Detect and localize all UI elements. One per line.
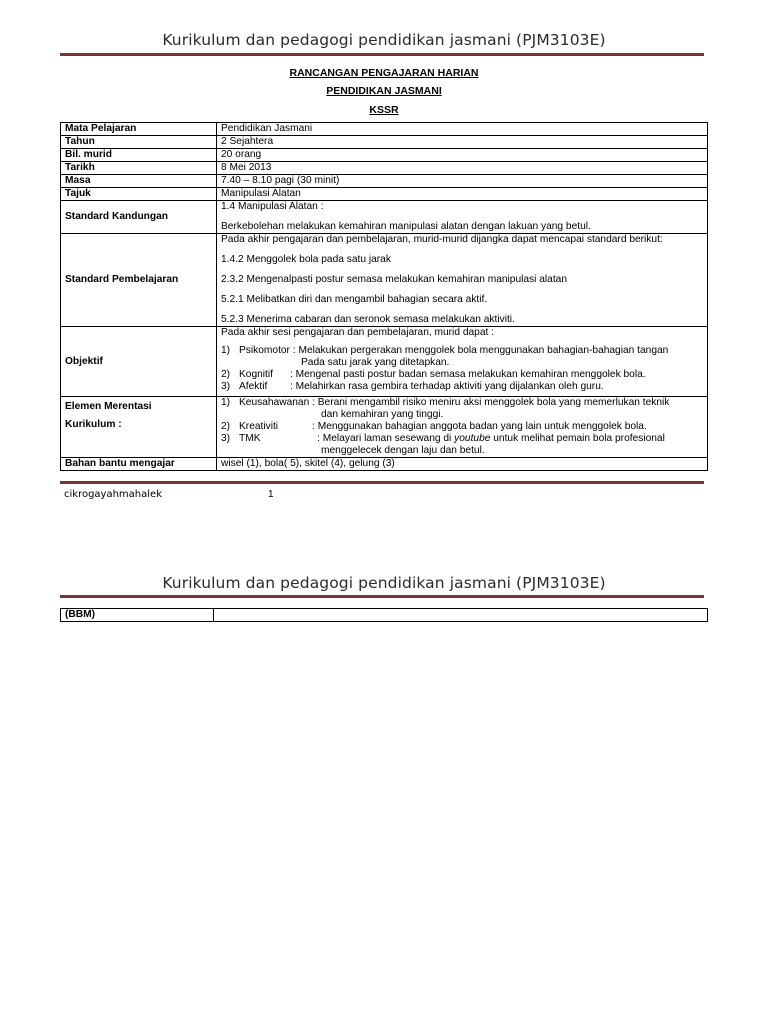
label-objektif: Objektif [61,327,217,397]
elemen-label-line: Kurikulum : [65,419,122,430]
page2-header-title: Kurikulum dan pedagogi pendidikan jasmani (PJM3103E) [162,574,606,592]
header-rule [60,53,704,56]
item-text: Menggunakan bahagian anggota badan yang lain untuk menggolek bola. [317,421,647,432]
footer-page-number: 1 [268,489,274,500]
value-tahun: 2 Sejahtera [217,136,708,149]
item-continuation: menggelecek dengan laju dan betul. [321,445,485,456]
item-text-part: untuk melihat pemain bola profesional [490,433,665,444]
value-mata-pelajaran: Pendidikan Jasmani [217,123,708,136]
footer-author: cikrogayahmahalek [64,489,162,500]
objektif-item [221,345,703,357]
sp-line: 5.2.3 Menerima cabaran dan seronok semasa melakukan aktiviti. [221,314,515,325]
item-term: Keusahawanan : [239,397,318,408]
label-bbm: (BBM) [61,609,214,622]
objektif-item [221,369,703,381]
item-term: Psikomotor : [239,345,299,356]
sp-line: 1.4.2 Menggolek bola pada satu jarak [221,254,391,265]
label-tahun: Tahun [61,136,217,149]
page2-header-rule [60,595,704,598]
sk-line: Berkebolehan melakukan kemahiran manipulasi alatan dengan lakuan yang betul. [221,221,591,232]
item-text: Melahirkan rasa gembira terhadap aktiviti yang dijalankan oleh guru. [295,381,604,392]
item-number: 2) [221,369,231,380]
sp-line: Pada akhir pengajaran dan pembelajaran, murid-murid dijangka dapat mencapai standard berikut: [221,234,663,245]
elemen-item [221,421,703,433]
item-term: Kreativiti : [239,421,318,432]
bbm-table [60,608,708,622]
table-row [61,188,708,201]
item-text: Mengenal pasti postur badan semasa melakukan kemahiran menggolek bola. [295,369,646,380]
value-tarikh: 8 Mei 2013 [217,162,708,175]
item-term: Kognitif : [239,369,296,380]
label-standard-pembelajaran: Standard Pembelajaran [61,234,217,327]
value-bahan-bantu: wisel (1), bola( 5), skitel (4), gelung (3) [217,458,708,471]
item-number: 3) [221,381,231,392]
doc-heading-rph: RANCANGAN PENGAJARAN HARIAN [289,67,479,79]
value-elemen-merentasi [217,397,708,458]
item-term: TMK : [239,433,323,444]
table-row [61,136,708,149]
table-row [61,458,708,471]
item-term: Afektif : [239,381,296,392]
label-tajuk: Tajuk [61,188,217,201]
doc-heading-subject: PENDIDIKAN JASMANI [326,85,442,97]
item-number: 3) [221,433,231,444]
item-number: 1) [221,397,231,408]
objektif-intro: Pada akhir sesi pengajaran dan pembelajaran, murid dapat : [221,327,494,338]
table-row [61,327,708,397]
label-masa: Masa [61,175,217,188]
doc-heading-kssr: KSSR [369,104,399,116]
item-text: Berani mengambil risiko meniru aksi menggolek bola yang memerlukan teknik [317,397,670,408]
table-row [61,175,708,188]
table-row [61,149,708,162]
sk-line: 1.4 Manipulasi Alatan : [221,201,324,212]
label-standard-kandungan: Standard Kandungan [61,201,217,234]
label-tarikh: Tarikh [61,162,217,175]
sp-line: 5.2.1 Melibatkan diri dan mengambil bahagian secara aktif. [221,294,488,305]
table-row [61,162,708,175]
value-bil-murid: 20 orang [217,149,708,162]
sp-line: 2.3.2 Mengenalpasti postur semasa melakukan kemahiran manipulasi alatan [221,274,568,285]
table-row [61,234,708,327]
item-text: Melakukan pergerakan menggolek bola menggunakan bahagian-bahagian tangan [298,345,669,356]
elemen-item [221,433,703,445]
label-bil-murid: Bil. murid [61,149,217,162]
lesson-plan-table [60,122,708,471]
item-continuation: dan kemahiran yang tinggi. [321,409,444,420]
item-number: 2) [221,421,231,432]
item-continuation: Pada satu jarak yang ditetapkan. [301,357,450,368]
objektif-item [221,381,703,393]
table-row [61,123,708,136]
item-text [323,433,665,445]
value-standard-pembelajaran [217,234,708,327]
value-masa: 7.40 – 8.10 pagi (30 minit) [217,175,708,188]
table-row [61,397,708,458]
table-row [61,609,708,622]
item-number: 1) [221,345,231,356]
elemen-label-line: Elemen Merentasi [65,401,152,412]
elemen-item [221,397,703,409]
page-header-title: Kurikulum dan pedagogi pendidikan jasmani (PJM3103E) [162,31,606,49]
value-bbm [214,609,708,622]
label-bahan-bantu: Bahan bantu mengajar [61,458,217,471]
label-elemen-merentasi [61,397,217,458]
table-row [61,201,708,234]
item-text-italic: youtube [454,433,491,444]
label-mata-pelajaran: Mata Pelajaran [61,123,217,136]
value-tajuk: Manipulasi Alatan [217,188,708,201]
value-objektif [217,327,708,397]
footer-rule [60,481,704,484]
value-standard-kandungan [217,201,708,234]
item-text-part: Melayari laman sesewang di [322,433,455,444]
